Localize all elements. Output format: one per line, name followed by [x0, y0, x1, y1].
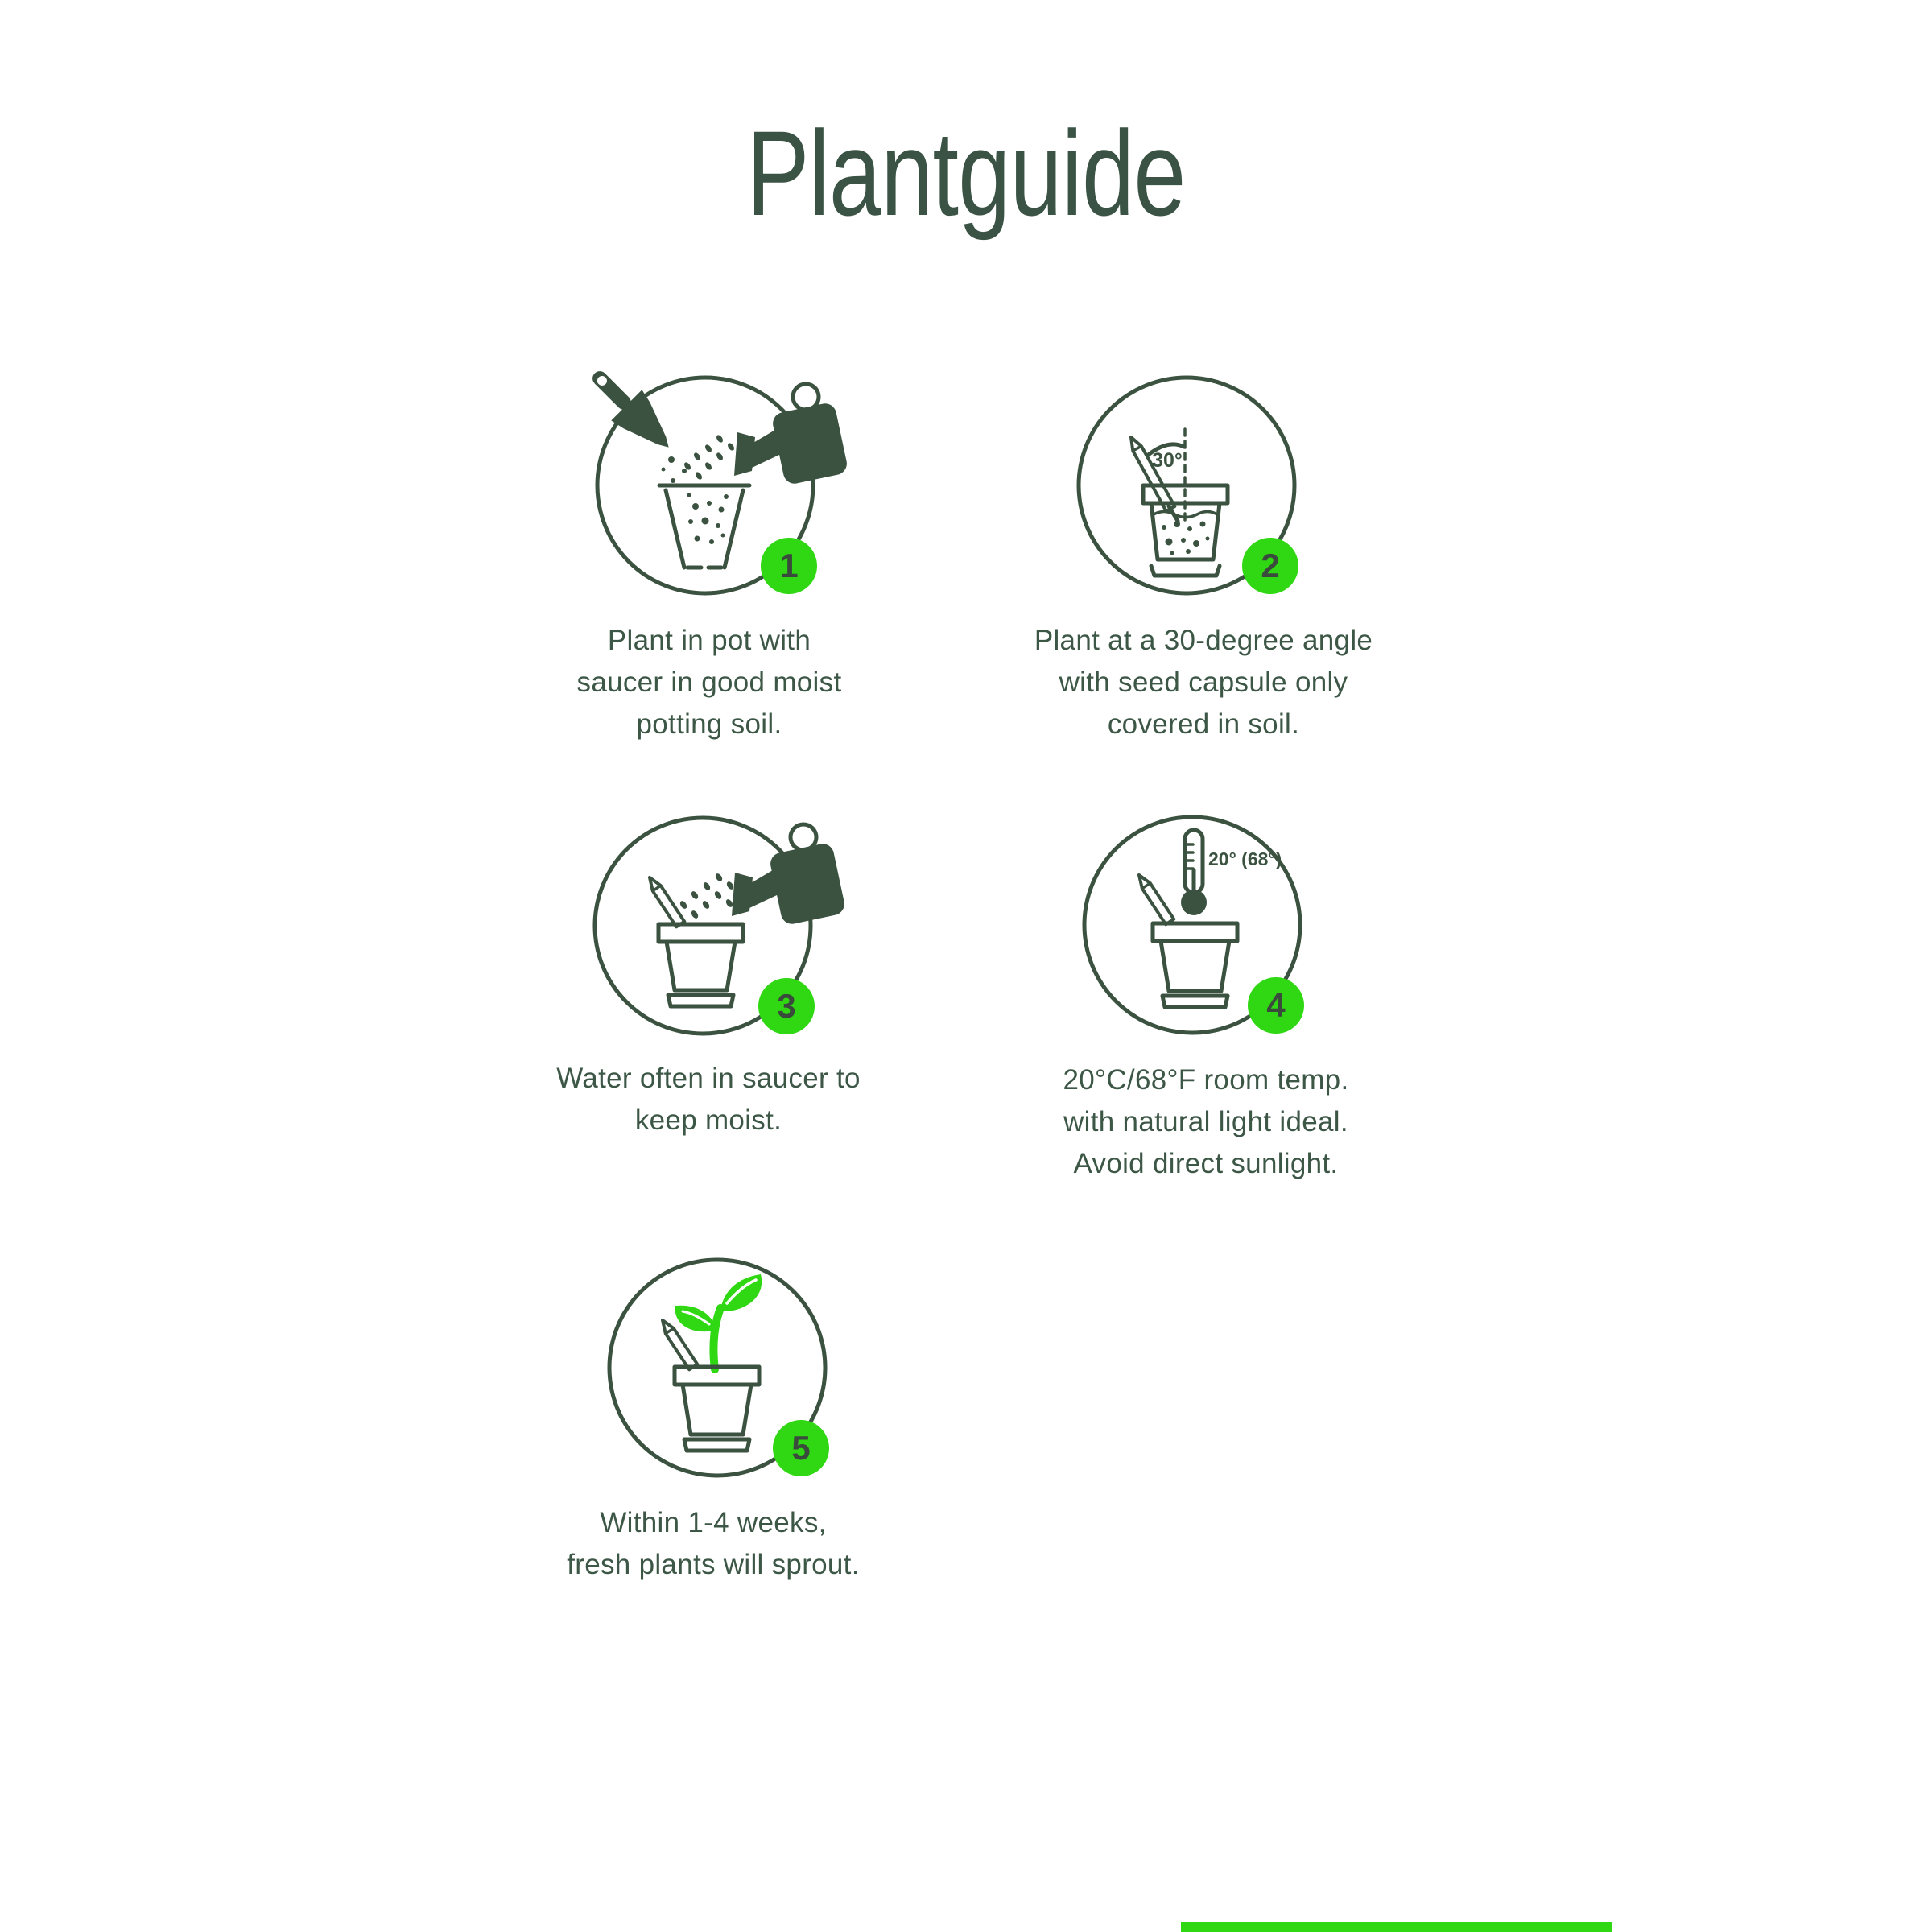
temperature-label: 20° (68°)	[1208, 848, 1282, 869]
step-4-illustration	[1055, 788, 1329, 1062]
bottom-green-bar	[1181, 1922, 1612, 1932]
step-1-illustration	[568, 349, 842, 622]
step-number: 1	[779, 547, 799, 584]
step-number-badge	[1248, 977, 1304, 1034]
step-number-badge	[761, 538, 817, 594]
step-2-caption	[994, 620, 1413, 745]
caption-line: Within 1-4 weeks,	[600, 1507, 827, 1538]
step-number: 3	[777, 987, 796, 1025]
step-5-caption	[504, 1502, 923, 1586]
caption-line: with natural light ideal.	[1063, 1106, 1348, 1137]
caption-line: Avoid direct sunlight.	[1073, 1148, 1339, 1179]
page-title: Plantguide	[746, 105, 1186, 241]
angle-label: 30°	[1152, 449, 1183, 472]
caption-line: with seed capsule only	[1059, 667, 1348, 698]
step-3-illustration	[566, 789, 840, 1063]
step-1-caption	[500, 620, 919, 745]
step-3-caption	[499, 1058, 918, 1141]
step-number-badge	[1242, 538, 1298, 594]
caption-line: potting soil.	[636, 708, 782, 740]
step-number: 2	[1261, 547, 1280, 584]
caption-line: Plant in pot with	[607, 625, 811, 656]
step-number-badge	[773, 1420, 829, 1476]
step-number: 4	[1266, 986, 1286, 1024]
caption-line: keep moist.	[634, 1104, 782, 1136]
step-number-badge	[758, 978, 815, 1034]
step-2-illustration	[1050, 349, 1323, 622]
caption-line: fresh plants will sprout.	[567, 1549, 860, 1580]
caption-line: 20°C/68°F room temp.	[1063, 1064, 1349, 1096]
caption-line: covered in soil.	[1107, 708, 1300, 740]
caption-line: Plant at a 30-degree angle	[1034, 625, 1373, 656]
caption-line: Water often in saucer to	[556, 1063, 861, 1094]
step-4-caption	[997, 1059, 1415, 1185]
step-5-illustration	[580, 1231, 854, 1505]
caption-line: saucer in good moist	[576, 667, 842, 698]
step-number: 5	[791, 1429, 811, 1467]
